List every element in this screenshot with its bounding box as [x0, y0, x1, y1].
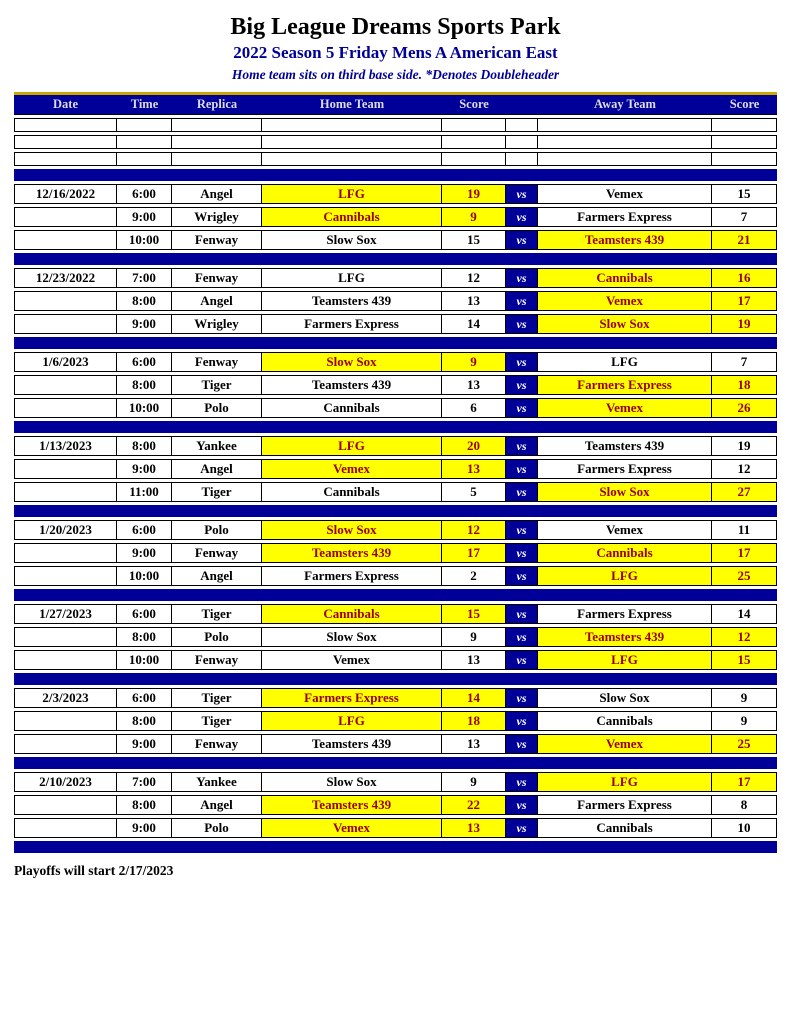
date-cell [14, 627, 117, 647]
header-replica: Replica [172, 92, 262, 115]
vs-cell: vs [506, 772, 538, 792]
vs-cell: vs [506, 734, 538, 754]
home-team-cell [262, 152, 442, 166]
away-score-cell: 18 [712, 375, 777, 395]
replica-cell: Angel [172, 566, 262, 586]
away-team-cell: LFG [538, 566, 712, 586]
home-team-cell: Farmers Express [262, 314, 442, 334]
date-cell [14, 459, 117, 479]
date-cell [14, 207, 117, 227]
vs-cell: vs [506, 520, 538, 540]
away-score-cell: 9 [712, 688, 777, 708]
home-team-cell: LFG [262, 184, 442, 204]
away-team-cell: Slow Sox [538, 482, 712, 502]
replica-cell: Fenway [172, 352, 262, 372]
date-cell [14, 734, 117, 754]
replica-cell: Polo [172, 627, 262, 647]
game-row [14, 566, 777, 586]
group-separator-bar [14, 505, 777, 517]
home-team-cell: Teamsters 439 [262, 375, 442, 395]
vs-cell: vs [506, 436, 538, 456]
vs-cell: vs [506, 711, 538, 731]
replica-cell [172, 152, 262, 166]
time-cell: 11:00 [117, 482, 172, 502]
time-cell: 6:00 [117, 184, 172, 204]
home-team-cell: Cannibals [262, 482, 442, 502]
group-separator [14, 421, 777, 433]
game-row [14, 688, 777, 708]
away-score-cell: 26 [712, 398, 777, 418]
home-score-cell [442, 135, 506, 149]
away-score-cell: 19 [712, 314, 777, 334]
empty-row [14, 135, 777, 149]
home-team-cell: Cannibals [262, 398, 442, 418]
home-score-cell: 17 [442, 543, 506, 563]
home-score-cell: 6 [442, 398, 506, 418]
date-cell [14, 566, 117, 586]
date-cell [14, 375, 117, 395]
game-row [14, 543, 777, 563]
date-cell [14, 543, 117, 563]
replica-cell: Angel [172, 184, 262, 204]
home-score-cell: 15 [442, 604, 506, 624]
away-score-cell: 15 [712, 184, 777, 204]
group-separator [14, 253, 777, 265]
replica-cell: Yankee [172, 436, 262, 456]
date-cell: 2/10/2023 [14, 772, 117, 792]
header-vs [506, 92, 538, 115]
header-home-score: Score [442, 92, 506, 115]
time-cell [117, 152, 172, 166]
away-score-cell: 27 [712, 482, 777, 502]
vs-cell: vs [506, 795, 538, 815]
away-team-cell: Vemex [538, 398, 712, 418]
away-team-cell: Slow Sox [538, 688, 712, 708]
home-score-cell: 9 [442, 352, 506, 372]
home-score-cell: 13 [442, 650, 506, 670]
away-team-cell: Teamsters 439 [538, 436, 712, 456]
away-team-cell [538, 152, 712, 166]
vs-cell: vs [506, 291, 538, 311]
home-team-cell: Teamsters 439 [262, 291, 442, 311]
away-team-cell: Teamsters 439 [538, 230, 712, 250]
home-score-cell: 14 [442, 688, 506, 708]
date-cell: 12/23/2022 [14, 268, 117, 288]
away-team-cell: Farmers Express [538, 459, 712, 479]
away-team-cell: Vemex [538, 184, 712, 204]
date-cell: 1/6/2023 [14, 352, 117, 372]
time-cell [117, 118, 172, 132]
away-team-cell [538, 118, 712, 132]
away-team-cell: Vemex [538, 291, 712, 311]
date-cell: 1/20/2023 [14, 520, 117, 540]
replica-cell: Fenway [172, 734, 262, 754]
time-cell: 10:00 [117, 566, 172, 586]
time-cell: 6:00 [117, 604, 172, 624]
time-cell: 9:00 [117, 543, 172, 563]
vs-cell: vs [506, 818, 538, 838]
date-cell [14, 135, 117, 149]
home-team-cell: Slow Sox [262, 230, 442, 250]
away-team-cell: Cannibals [538, 268, 712, 288]
home-score-cell: 18 [442, 711, 506, 731]
home-team-cell: LFG [262, 268, 442, 288]
home-score-cell: 19 [442, 184, 506, 204]
time-cell: 9:00 [117, 207, 172, 227]
vs-cell: vs [506, 352, 538, 372]
replica-cell: Fenway [172, 268, 262, 288]
game-row [14, 734, 777, 754]
home-team-cell: Vemex [262, 818, 442, 838]
away-score-cell: 12 [712, 627, 777, 647]
away-team-cell: Cannibals [538, 818, 712, 838]
replica-cell: Tiger [172, 688, 262, 708]
group-separator-bar [14, 673, 777, 685]
game-row [14, 520, 777, 540]
empty-row [14, 118, 777, 132]
replica-cell: Polo [172, 398, 262, 418]
time-cell: 10:00 [117, 650, 172, 670]
vs-cell: vs [506, 230, 538, 250]
time-cell: 9:00 [117, 734, 172, 754]
replica-cell: Yankee [172, 772, 262, 792]
date-cell: 1/27/2023 [14, 604, 117, 624]
vs-cell: vs [506, 543, 538, 563]
header-time: Time [117, 92, 172, 115]
away-team-cell: Teamsters 439 [538, 627, 712, 647]
time-cell: 8:00 [117, 375, 172, 395]
game-row [14, 604, 777, 624]
game-row [14, 207, 777, 227]
vs-cell: vs [506, 688, 538, 708]
group-separator [14, 673, 777, 685]
away-team-cell: Cannibals [538, 711, 712, 731]
vs-cell: vs [506, 268, 538, 288]
vs-cell [506, 152, 538, 166]
time-cell: 6:00 [117, 520, 172, 540]
home-score-cell: 14 [442, 314, 506, 334]
date-cell [14, 118, 117, 132]
replica-cell: Fenway [172, 230, 262, 250]
replica-cell: Fenway [172, 650, 262, 670]
group-separator-bar [14, 253, 777, 265]
away-score-cell: 17 [712, 291, 777, 311]
vs-cell: vs [506, 604, 538, 624]
time-cell: 8:00 [117, 711, 172, 731]
game-row [14, 482, 777, 502]
game-row [14, 291, 777, 311]
home-team-cell: Teamsters 439 [262, 734, 442, 754]
away-score-cell: 8 [712, 795, 777, 815]
home-team-cell: LFG [262, 436, 442, 456]
home-team-cell: Farmers Express [262, 688, 442, 708]
vs-cell [506, 135, 538, 149]
away-score-cell: 17 [712, 543, 777, 563]
game-row [14, 650, 777, 670]
vs-cell: vs [506, 375, 538, 395]
home-team-cell: Slow Sox [262, 627, 442, 647]
date-cell [14, 152, 117, 166]
header-away-team: Away Team [538, 92, 712, 115]
home-score-cell [442, 152, 506, 166]
game-row [14, 818, 777, 838]
away-score-cell [712, 118, 777, 132]
home-team-cell: Vemex [262, 459, 442, 479]
game-row [14, 230, 777, 250]
home-score-cell: 13 [442, 459, 506, 479]
date-cell: 12/16/2022 [14, 184, 117, 204]
away-team-cell: Vemex [538, 520, 712, 540]
date-cell [14, 650, 117, 670]
date-cell [14, 818, 117, 838]
home-team-cell: Slow Sox [262, 352, 442, 372]
away-team-cell [538, 135, 712, 149]
time-cell: 8:00 [117, 436, 172, 456]
away-team-cell: Cannibals [538, 543, 712, 563]
group-separator-bar [14, 841, 777, 853]
replica-cell: Fenway [172, 543, 262, 563]
game-row [14, 352, 777, 372]
home-score-cell: 12 [442, 268, 506, 288]
home-team-cell [262, 118, 442, 132]
game-row [14, 436, 777, 456]
away-score-cell: 16 [712, 268, 777, 288]
home-score-cell: 15 [442, 230, 506, 250]
game-row [14, 772, 777, 792]
game-row [14, 627, 777, 647]
home-team-cell: Cannibals [262, 207, 442, 227]
schedule-table [14, 89, 777, 856]
home-score-cell: 13 [442, 291, 506, 311]
replica-cell [172, 118, 262, 132]
group-separator [14, 337, 777, 349]
schedule-header [14, 92, 777, 115]
group-separator [14, 589, 777, 601]
group-separator [14, 757, 777, 769]
playoffs-note: Playoffs will start 2/17/2023 [14, 863, 174, 878]
header-away-score: Score [712, 92, 777, 115]
group-separator [14, 841, 777, 853]
home-score-cell: 13 [442, 734, 506, 754]
page-note: Home team sits on third base side. *Denotes Doubleheader [231, 67, 560, 82]
time-cell: 8:00 [117, 795, 172, 815]
game-row [14, 268, 777, 288]
vs-cell: vs [506, 184, 538, 204]
game-row [14, 795, 777, 815]
away-team-cell: LFG [538, 352, 712, 372]
replica-cell: Polo [172, 818, 262, 838]
time-cell: 9:00 [117, 314, 172, 334]
date-cell [14, 230, 117, 250]
home-team-cell: LFG [262, 711, 442, 731]
home-score-cell: 9 [442, 772, 506, 792]
header-date: Date [14, 92, 117, 115]
away-team-cell: Farmers Express [538, 604, 712, 624]
home-score-cell: 13 [442, 375, 506, 395]
empty-row [14, 152, 777, 166]
away-score-cell: 15 [712, 650, 777, 670]
date-cell [14, 482, 117, 502]
vs-cell: vs [506, 650, 538, 670]
time-cell: 10:00 [117, 230, 172, 250]
home-score-cell: 5 [442, 482, 506, 502]
replica-cell: Angel [172, 291, 262, 311]
home-score-cell: 20 [442, 436, 506, 456]
time-cell: 10:00 [117, 398, 172, 418]
away-team-cell: Slow Sox [538, 314, 712, 334]
home-team-cell: Farmers Express [262, 566, 442, 586]
time-cell: 8:00 [117, 291, 172, 311]
vs-cell: vs [506, 566, 538, 586]
date-cell: 1/13/2023 [14, 436, 117, 456]
home-team-cell: Teamsters 439 [262, 543, 442, 563]
vs-cell [506, 118, 538, 132]
vs-cell: vs [506, 398, 538, 418]
time-cell: 9:00 [117, 818, 172, 838]
away-team-cell: Farmers Express [538, 207, 712, 227]
home-score-cell [442, 118, 506, 132]
away-score-cell: 7 [712, 207, 777, 227]
away-score-cell: 21 [712, 230, 777, 250]
home-team-cell: Teamsters 439 [262, 795, 442, 815]
game-row [14, 184, 777, 204]
schedule-body [14, 118, 777, 853]
home-score-cell: 22 [442, 795, 506, 815]
group-separator-bar [14, 337, 777, 349]
home-score-cell: 9 [442, 207, 506, 227]
page-subtitle: 2022 Season 5 Friday Mens A American East [233, 43, 558, 62]
away-score-cell: 14 [712, 604, 777, 624]
group-separator [14, 169, 777, 181]
game-row [14, 314, 777, 334]
header-home-team: Home Team [262, 92, 442, 115]
vs-cell: vs [506, 207, 538, 227]
away-score-cell: 10 [712, 818, 777, 838]
time-cell: 9:00 [117, 459, 172, 479]
replica-cell: Polo [172, 520, 262, 540]
home-team-cell: Slow Sox [262, 772, 442, 792]
away-team-cell: LFG [538, 772, 712, 792]
replica-cell: Wrigley [172, 207, 262, 227]
date-cell: 2/3/2023 [14, 688, 117, 708]
replica-cell: Tiger [172, 482, 262, 502]
away-score-cell: 17 [712, 772, 777, 792]
home-score-cell: 12 [442, 520, 506, 540]
away-score-cell: 25 [712, 566, 777, 586]
replica-cell: Tiger [172, 604, 262, 624]
away-score-cell: 7 [712, 352, 777, 372]
replica-cell: Tiger [172, 711, 262, 731]
game-row [14, 459, 777, 479]
date-cell [14, 291, 117, 311]
away-score-cell: 19 [712, 436, 777, 456]
replica-cell: Tiger [172, 375, 262, 395]
replica-cell [172, 135, 262, 149]
time-cell: 7:00 [117, 772, 172, 792]
away-team-cell: Farmers Express [538, 795, 712, 815]
group-separator [14, 505, 777, 517]
page-title: Big League Dreams Sports Park [230, 14, 561, 40]
game-row [14, 375, 777, 395]
away-score-cell [712, 152, 777, 166]
game-row [14, 711, 777, 731]
home-team-cell: Slow Sox [262, 520, 442, 540]
away-score-cell: 9 [712, 711, 777, 731]
time-cell [117, 135, 172, 149]
date-cell [14, 314, 117, 334]
home-team-cell: Cannibals [262, 604, 442, 624]
vs-cell: vs [506, 627, 538, 647]
group-separator-bar [14, 169, 777, 181]
replica-cell: Wrigley [172, 314, 262, 334]
vs-cell: vs [506, 314, 538, 334]
away-score-cell [712, 135, 777, 149]
date-cell [14, 398, 117, 418]
replica-cell: Angel [172, 795, 262, 815]
away-score-cell: 25 [712, 734, 777, 754]
group-separator-bar [14, 757, 777, 769]
group-separator-bar [14, 421, 777, 433]
home-score-cell: 9 [442, 627, 506, 647]
replica-cell: Angel [172, 459, 262, 479]
home-team-cell: Vemex [262, 650, 442, 670]
time-cell: 7:00 [117, 268, 172, 288]
home-score-cell: 13 [442, 818, 506, 838]
vs-cell: vs [506, 482, 538, 502]
group-separator-bar [14, 589, 777, 601]
away-score-cell: 12 [712, 459, 777, 479]
date-cell [14, 795, 117, 815]
vs-cell: vs [506, 459, 538, 479]
time-cell: 6:00 [117, 688, 172, 708]
away-team-cell: Farmers Express [538, 375, 712, 395]
game-row [14, 398, 777, 418]
time-cell: 6:00 [117, 352, 172, 372]
time-cell: 8:00 [117, 627, 172, 647]
header-row [14, 92, 777, 115]
home-score-cell: 2 [442, 566, 506, 586]
home-team-cell [262, 135, 442, 149]
away-score-cell: 11 [712, 520, 777, 540]
away-team-cell: Vemex [538, 734, 712, 754]
away-team-cell: LFG [538, 650, 712, 670]
date-cell [14, 711, 117, 731]
